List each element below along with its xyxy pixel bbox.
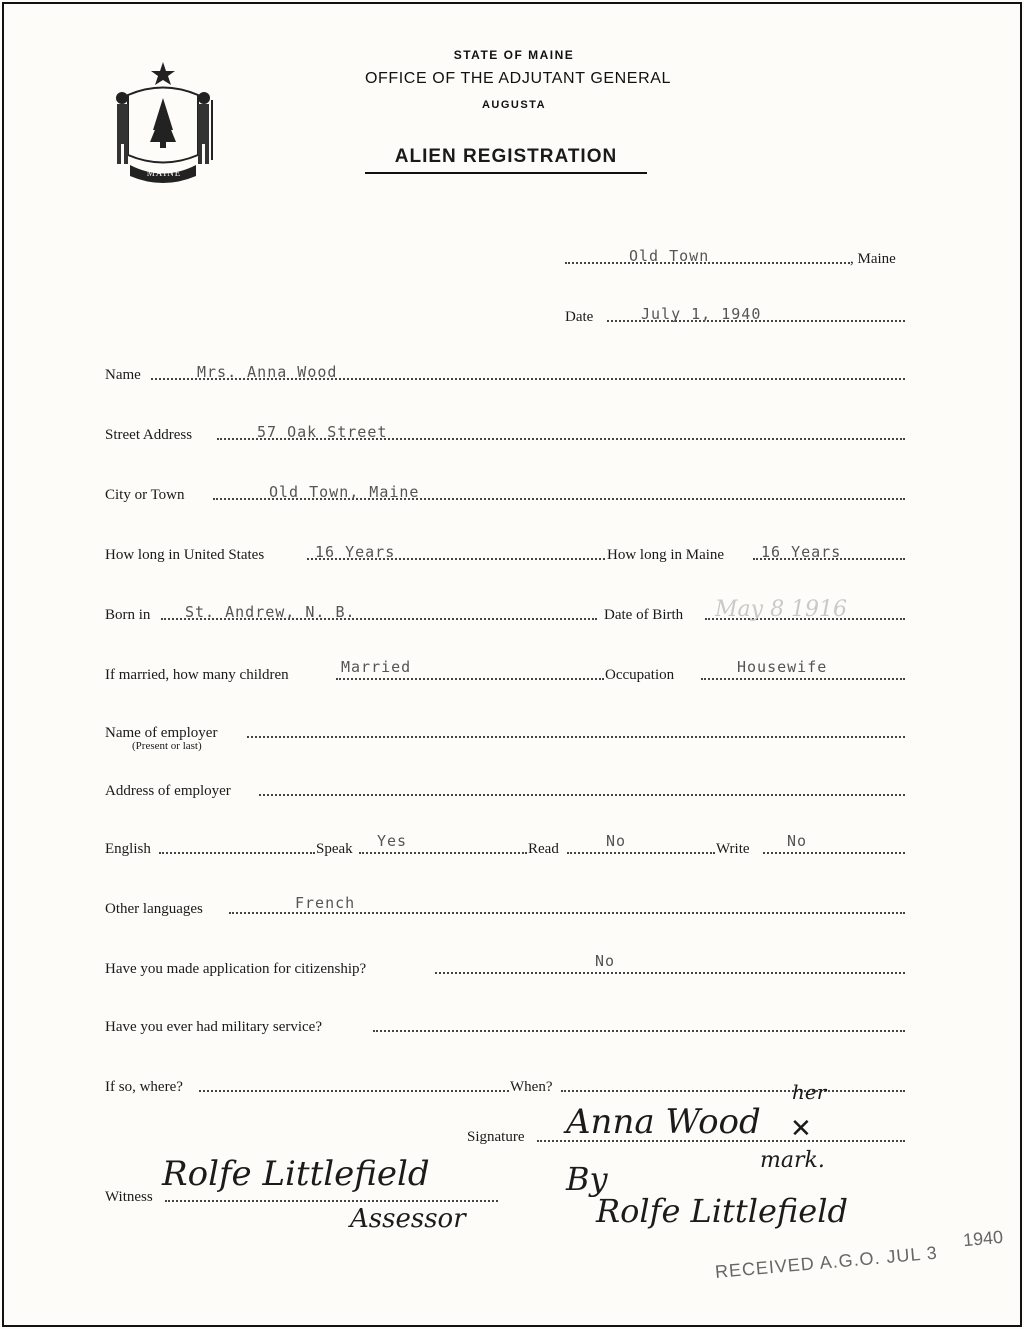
signature-her: her bbox=[792, 1080, 827, 1104]
children-value: Married bbox=[341, 658, 412, 676]
military-where-field-line bbox=[199, 1090, 509, 1092]
signature-label: Signature bbox=[467, 1129, 525, 1145]
name-row bbox=[105, 362, 907, 384]
name-value: Mrs. Anna Wood bbox=[197, 363, 338, 381]
place-suffix: , Maine bbox=[850, 251, 896, 267]
read-field-line bbox=[567, 852, 715, 854]
born-value: St. Andrew, N. B. bbox=[185, 603, 356, 621]
form-title: ALIEN REGISTRATION bbox=[365, 146, 647, 174]
citizenship-label: Have you made application for citizenship? bbox=[105, 961, 367, 977]
languages-field-line bbox=[229, 912, 905, 914]
english-label: English bbox=[105, 841, 151, 857]
military-where-label: If so, where? bbox=[105, 1079, 183, 1095]
occupation-field-line bbox=[701, 678, 905, 680]
english-row bbox=[105, 832, 907, 858]
date-value: July 1, 1940 bbox=[641, 305, 762, 323]
maine-duration-label: How long in Maine bbox=[607, 547, 725, 563]
witness-label: Witness bbox=[105, 1189, 153, 1205]
married-row bbox=[105, 658, 907, 684]
date-row bbox=[565, 304, 907, 326]
witness-field-line bbox=[165, 1200, 498, 1202]
dob-value: May 8 1916 bbox=[715, 597, 848, 622]
witness-title: Assessor bbox=[350, 1204, 466, 1234]
signature-by-name: Rolfe Littlefield bbox=[596, 1192, 848, 1230]
header-city: AUGUSTA bbox=[481, 99, 547, 111]
children-field-line bbox=[336, 678, 604, 680]
speak-label: Speak bbox=[316, 841, 353, 857]
write-value: No bbox=[787, 832, 808, 850]
duration-row bbox=[105, 542, 907, 564]
write-label: Write bbox=[716, 841, 750, 857]
signature-value: Anna Wood bbox=[566, 1102, 761, 1142]
us-duration-value: 16 Years bbox=[315, 543, 396, 561]
received-stamp-year: 1940 bbox=[962, 1226, 1004, 1251]
employer-note: (Present or last) bbox=[132, 740, 202, 752]
english-field-line bbox=[159, 852, 315, 854]
citizenship-field-line bbox=[435, 972, 905, 974]
place-value: Old Town bbox=[629, 247, 710, 265]
employer-address-field-line bbox=[259, 794, 905, 796]
employer-address-row bbox=[105, 778, 907, 800]
citizenship-value: No bbox=[595, 952, 616, 970]
speak-field-line bbox=[359, 852, 527, 854]
us-duration-label: How long in United States bbox=[105, 547, 265, 563]
seal-caption: MAINE bbox=[146, 168, 182, 178]
military-row bbox=[105, 1014, 907, 1036]
signature-by: By bbox=[566, 1160, 608, 1198]
employer-field-line bbox=[247, 736, 905, 738]
languages-label: Other languages bbox=[105, 901, 203, 917]
received-stamp-text: RECEIVED A.G.O. JUL 3 bbox=[714, 1242, 939, 1283]
date-label: Date bbox=[565, 309, 594, 325]
military-where-row bbox=[105, 1074, 907, 1096]
header-state: STATE OF MAINE bbox=[453, 48, 575, 62]
citizenship-row bbox=[105, 952, 907, 978]
street-label: Street Address bbox=[105, 427, 193, 443]
maine-duration-value: 16 Years bbox=[761, 543, 842, 561]
witness-value: Rolfe Littlefield bbox=[162, 1154, 430, 1194]
speak-value: Yes bbox=[377, 832, 408, 850]
occupation-label: Occupation bbox=[605, 667, 675, 683]
street-row bbox=[105, 422, 907, 444]
city-label: City or Town bbox=[105, 487, 185, 503]
header-office: OFFICE OF THE ADJUTANT GENERAL bbox=[364, 70, 672, 87]
signature-mark-x: ✕ bbox=[790, 1114, 812, 1144]
place-row bbox=[565, 246, 910, 268]
military-when-label: When? bbox=[510, 1079, 553, 1095]
write-field-line bbox=[763, 852, 905, 854]
employer-label: Name of employer bbox=[105, 725, 218, 741]
name-label: Name bbox=[105, 367, 141, 383]
street-value: 57 Oak Street bbox=[257, 423, 388, 441]
birth-row bbox=[105, 597, 907, 624]
military-field-line bbox=[373, 1030, 905, 1032]
city-row bbox=[105, 482, 907, 504]
languages-value: French bbox=[295, 894, 356, 912]
employer-address-label: Address of employer bbox=[105, 783, 231, 799]
born-label: Born in bbox=[105, 607, 151, 623]
dob-label: Date of Birth bbox=[604, 607, 684, 623]
children-label: If married, how many children bbox=[105, 667, 289, 683]
occupation-value: Housewife bbox=[737, 658, 828, 676]
employer-row bbox=[105, 720, 907, 742]
signature-mark: mark. bbox=[760, 1148, 825, 1173]
military-when-field-line bbox=[561, 1090, 905, 1092]
city-value: Old Town, Maine bbox=[269, 483, 420, 501]
military-label: Have you ever had military service? bbox=[105, 1019, 322, 1035]
languages-row bbox=[105, 896, 907, 918]
read-label: Read bbox=[528, 841, 559, 857]
read-value: No bbox=[606, 832, 627, 850]
